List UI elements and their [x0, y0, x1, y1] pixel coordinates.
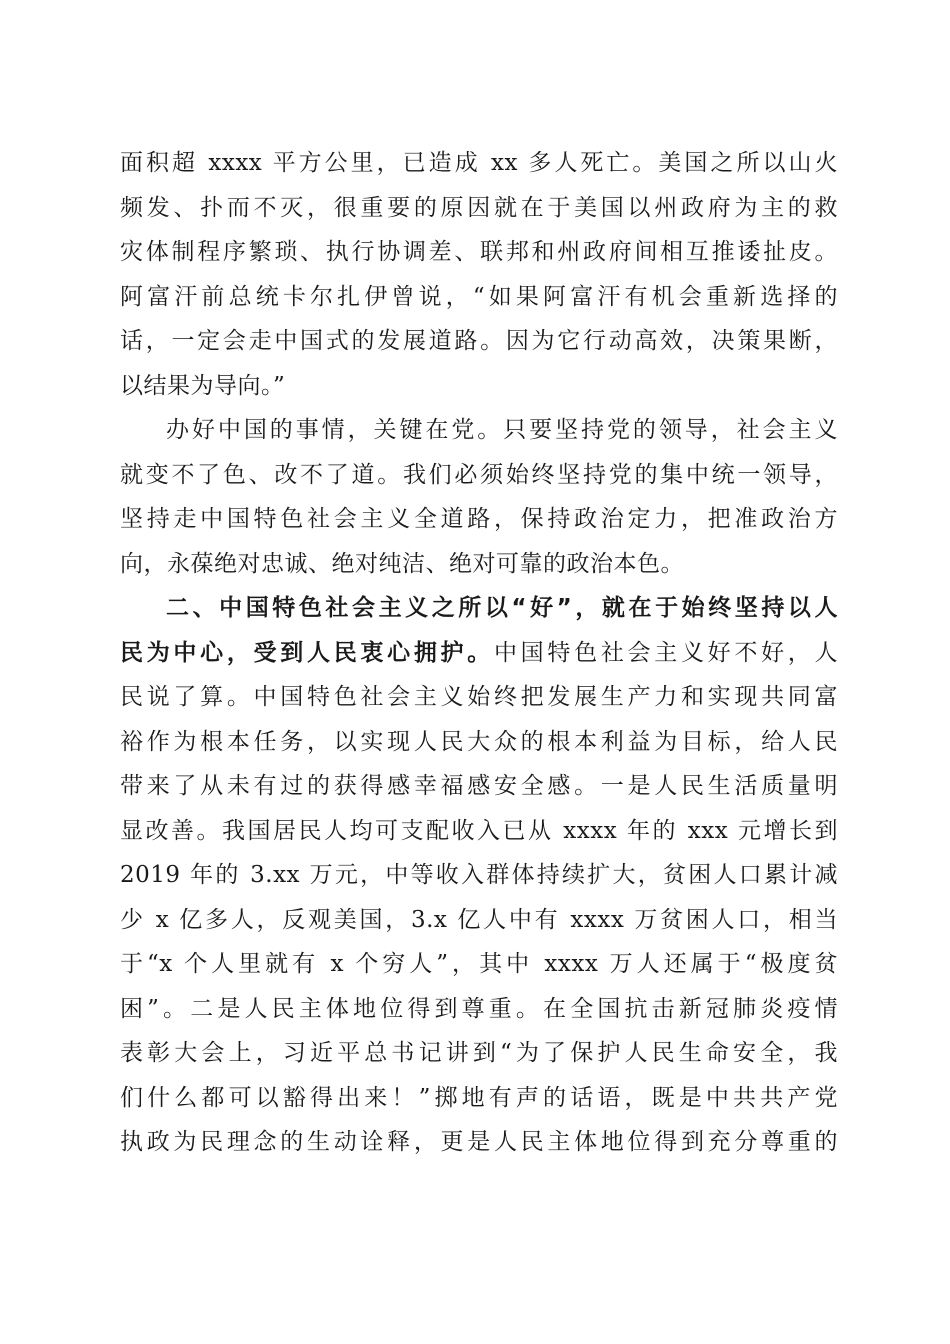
text-line: 困”。二是人民主体地位得到尊重。在全国抗击新冠肺炎疫情	[120, 995, 838, 1022]
section-heading: 二、中国特色社会主义之所以“好”，就在于始终坚持以人	[166, 595, 838, 621]
text-line: 于“x 个人里就有 x 个穷人”，其中 xxxx 万人还属于“极度贫	[120, 951, 838, 977]
text-line: 2019 年的 3.xx 万元，中等收入群体持续扩大，贫困人口累计减	[120, 862, 838, 888]
text-line: 灾体制程序繁琐、执行协调差、联邦和州政府间相互推诿扯皮。	[120, 239, 838, 265]
text-line: 表彰大会上，习近平总书记讲到“为了保护人民生命安全，我	[120, 1040, 838, 1066]
section-heading-end: 民为中心，受到人民衷心拥护。	[120, 639, 494, 666]
text-line: 执政为民理念的生动诠释，更是人民主体地位得到充分尊重的	[120, 1129, 838, 1155]
text-line: 带来了从未有过的获得感幸福感安全感。一是人民生活质量明	[120, 773, 838, 799]
text-line: 裕作为根本任务，以实现人民大众的根本利益为目标，给人民	[120, 728, 838, 755]
document-body	[120, 141, 838, 1165]
text-line: 显改善。我国居民人均可支配收入已从 xxxx 年的 xxx 元增长到	[120, 817, 838, 844]
text-line: 话，一定会走中国式的发展道路。因为它行动高效，决策果断，	[120, 328, 838, 354]
text-line: 办好中国的事情，关键在党。只要坚持党的领导，社会主义	[166, 417, 838, 443]
text-line: 阿富汗前总统卡尔扎伊曾说，“如果阿富汗有机会重新选择的	[120, 283, 838, 310]
text-line: 以结果为导向。”	[120, 372, 286, 399]
paragraph-3	[120, 586, 838, 1165]
text-line: 面积超 xxxx 平方公里，已造成 xx 多人死亡。美国之所以山火	[120, 150, 838, 176]
text-line: 少 x 亿多人，反观美国，3.x 亿人中有 xxxx 万贫困人口，相当	[120, 906, 838, 933]
paragraph-2	[120, 408, 838, 586]
text-line: 们什么都可以豁得出来！”掷地有声的话语，既是中共共产党	[120, 1084, 838, 1111]
text-line: 民说了算。中国特色社会主义始终把发展生产力和实现共同富	[120, 684, 838, 710]
text-run: 中国特色社会主义好不好，人	[493, 639, 838, 666]
text-line: 就变不了色、改不了道。我们必须始终坚持党的集中统一领导，	[120, 461, 838, 488]
text-line: 坚持走中国特色社会主义全道路，保持政治定力，把准政治方	[120, 506, 838, 532]
paragraph-1	[120, 141, 838, 408]
text-line: 向，永葆绝对忠诚、绝对纯洁、绝对可靠的政治本色。	[120, 550, 684, 577]
text-line	[120, 631, 838, 676]
text-line: 频发、扑而不灭，很重要的原因就在于美国以州政府为主的救	[120, 194, 838, 221]
